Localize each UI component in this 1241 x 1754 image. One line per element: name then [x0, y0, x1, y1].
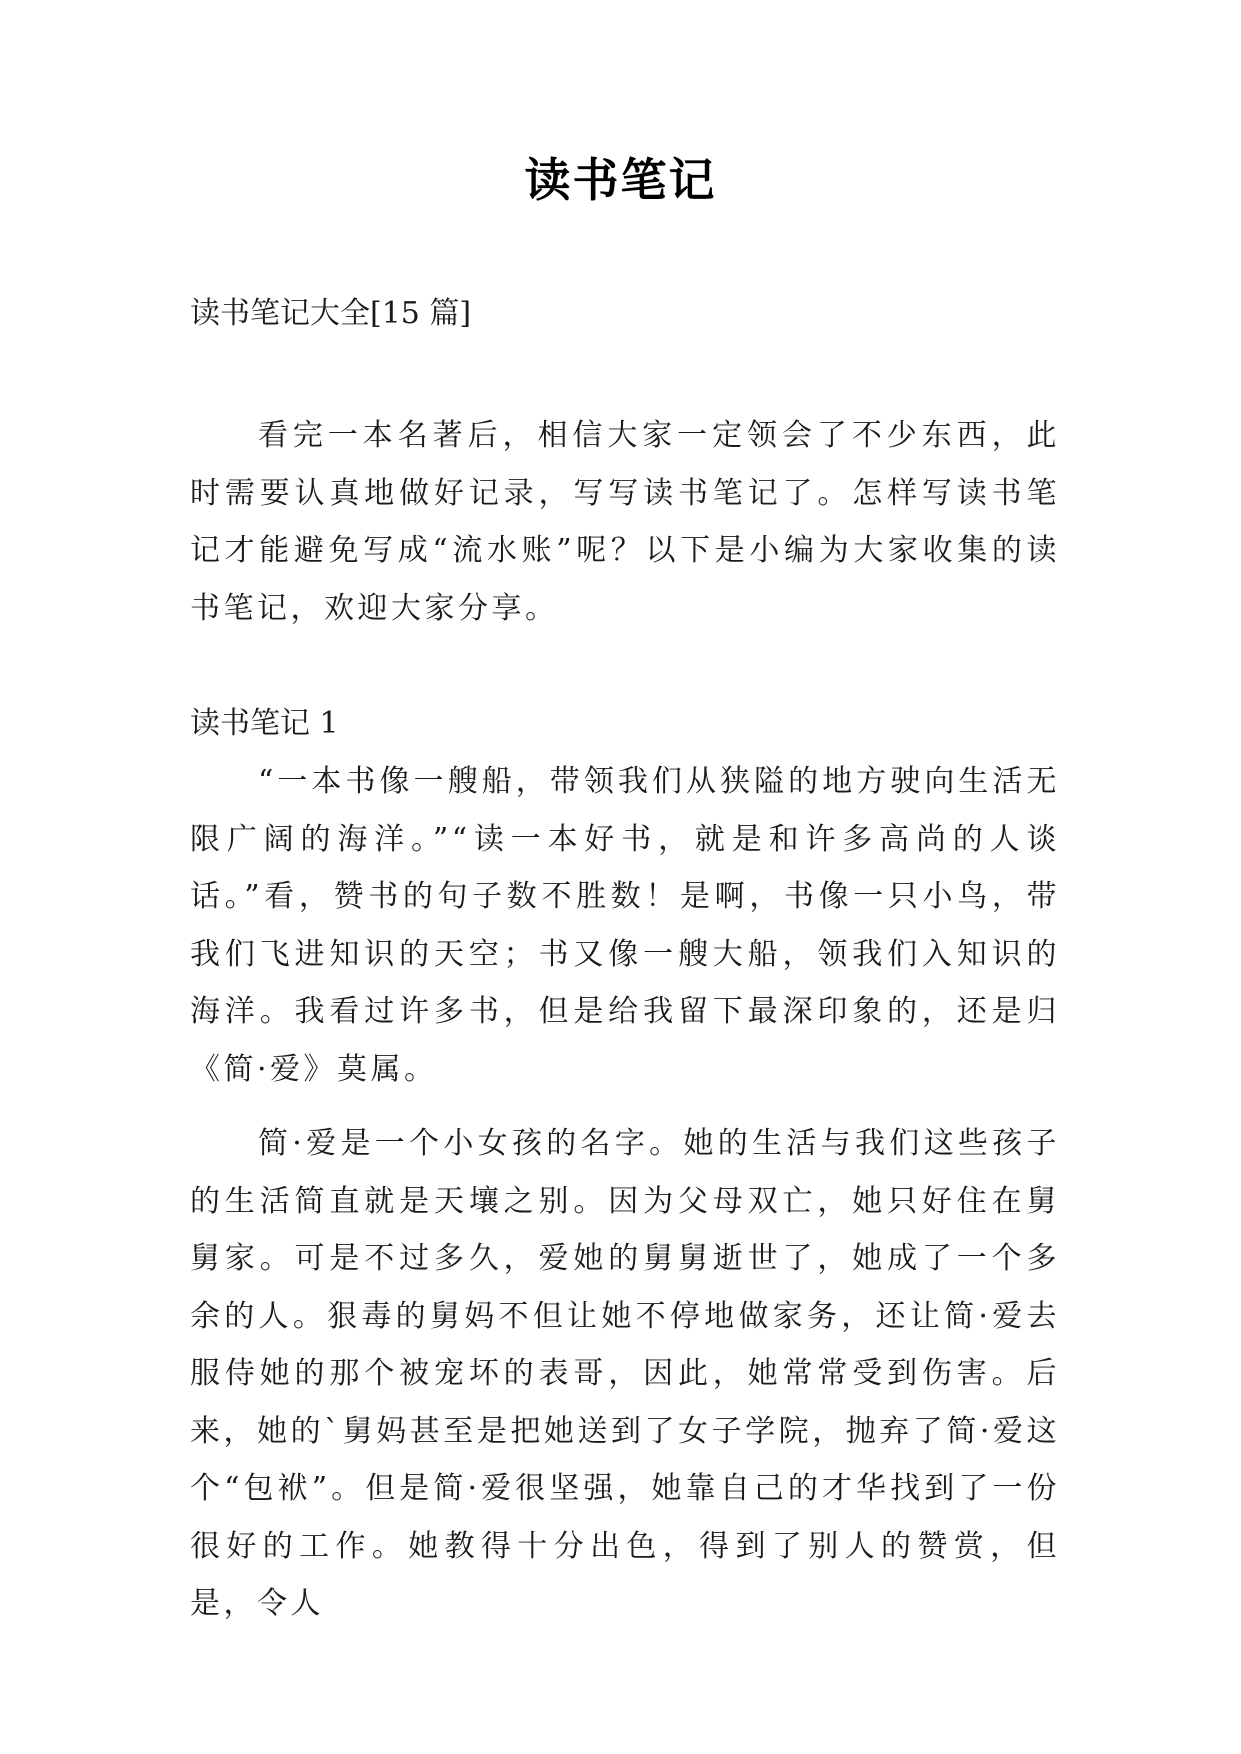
body-paragraph: “一本书像一艘船，带领我们从狭隘的地方驶向生活无限广阔的海洋。”“读一本好书，就是和许多高尚的人谈话。”看，赞书的句子数不胜数！是啊，书像一只小鸟，带我们飞进知识的天空；书又像一艘大船，领我们入知识的海洋。我看过许多书，但是给我留下最深印象的，还是归《简·爱》莫属。 — [190, 764, 1060, 1087]
page-title: 读书笔记 — [524, 153, 717, 207]
section-heading: 读书笔记 1 — [190, 706, 339, 741]
body-paragraph: 简·爱是一个小女孩的名字。她的生活与我们这些孩子的生活简直就是天壤之别。因为父母双亡，她只好住在舅舅家。可是不过多久，爱她的舅舅逝世了，她成了一个多余的人。狠毒的舅妈不但让她不停地做家务，还让简·爱去服侍她的那个被宠坏的表哥，因此，她常常受到伤害。后来，她的`舅妈甚至是把她送到了女子学院，抛弃了简·爱这个“包袱”。但是简·爱很坚强，她靠自己的才华找到了一份很好的工作。她教得十分出色，得到了别人的赞赏，但是，令人 — [190, 1126, 1060, 1621]
intro-paragraph: 看完一本名著后，相信大家一定领会了不少东西，此时需要认真地做好记录，写写读书笔记了。怎样写读书笔记才能避免写成“流水账”呢？以下是小编为大家收集的读书笔记，欢迎大家分享。 — [190, 418, 1060, 626]
document-subtitle: 读书笔记大全[15 篇] — [190, 296, 472, 331]
